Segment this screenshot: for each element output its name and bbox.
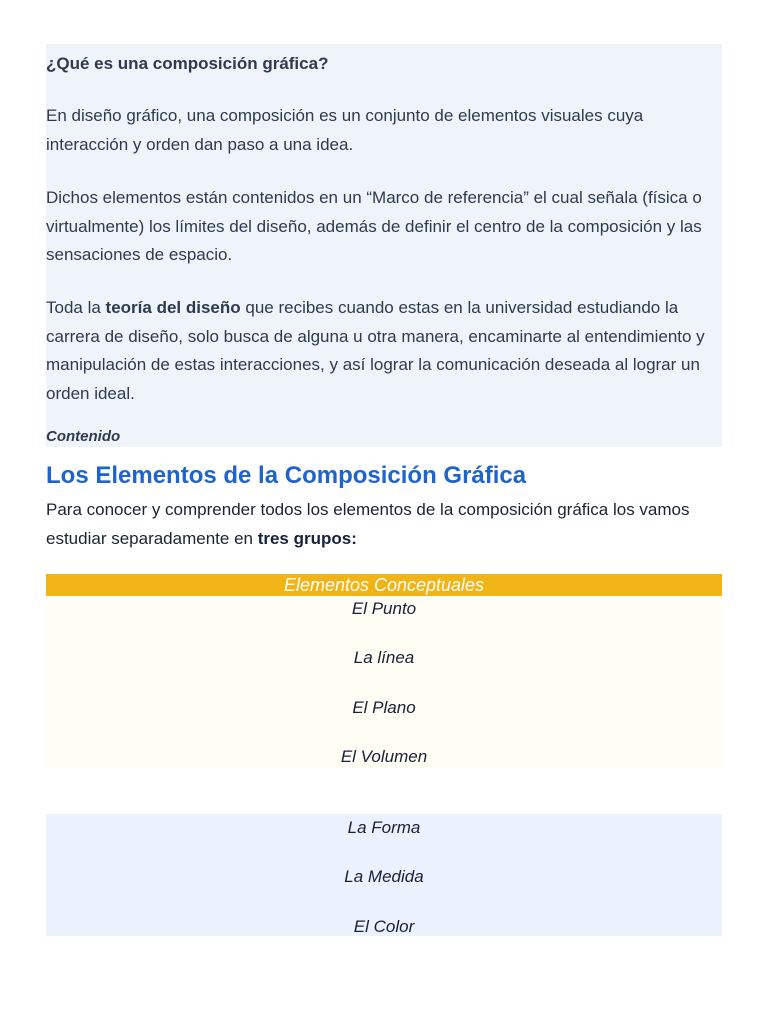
intro-paragraph-1: En diseño gráfico, una composición es un conjunto de elementos visuales cuya interacción y orden dan paso a una idea. bbox=[46, 106, 644, 154]
table-item: El Volumen bbox=[340, 747, 428, 766]
text-span: Para conocer y comprender todos los elementos de la composición gráfica los vamos estudiar separadamente en bbox=[46, 500, 690, 548]
table-header: Elementos Conceptuales bbox=[46, 574, 722, 596]
text-span: que recibes cuando estas en la universidad estudiando la carrera de diseño, solo busca de alguna u otra manera, encaminarte al entendimiento y manipulación de estas interacciones, y así lograr la comunicación deseada al lograr un orden ideal. bbox=[46, 298, 705, 403]
intro-paragraph-2: Dichos elementos están contenidos en un “Marco de referencia” el cual señala (física o virtualmente) los límites del diseño, además de definir el centro de la composición y las sensaciones de espacio. bbox=[46, 188, 702, 264]
table-item: La Medida bbox=[344, 867, 424, 886]
question-title: ¿Qué es una composición gráfica? bbox=[46, 54, 329, 73]
section-paragraph bbox=[46, 496, 726, 553]
bold-text: tres grupos: bbox=[257, 528, 357, 548]
contenido-label[interactable]: Contenido bbox=[46, 428, 121, 445]
table-item: La Forma bbox=[347, 818, 421, 837]
intro-paragraph-3 bbox=[46, 294, 726, 408]
table-group-1 bbox=[46, 596, 722, 768]
table-item: La línea bbox=[353, 648, 415, 667]
section-heading: Los Elementos de la Composición Gráfica bbox=[46, 462, 527, 489]
text-span: Toda la bbox=[46, 298, 106, 317]
table-item: El Punto bbox=[351, 599, 417, 618]
table-item: El Color bbox=[353, 917, 415, 936]
theory-link-text: teoría del diseño bbox=[105, 298, 241, 317]
table-item: El Plano bbox=[352, 698, 416, 717]
